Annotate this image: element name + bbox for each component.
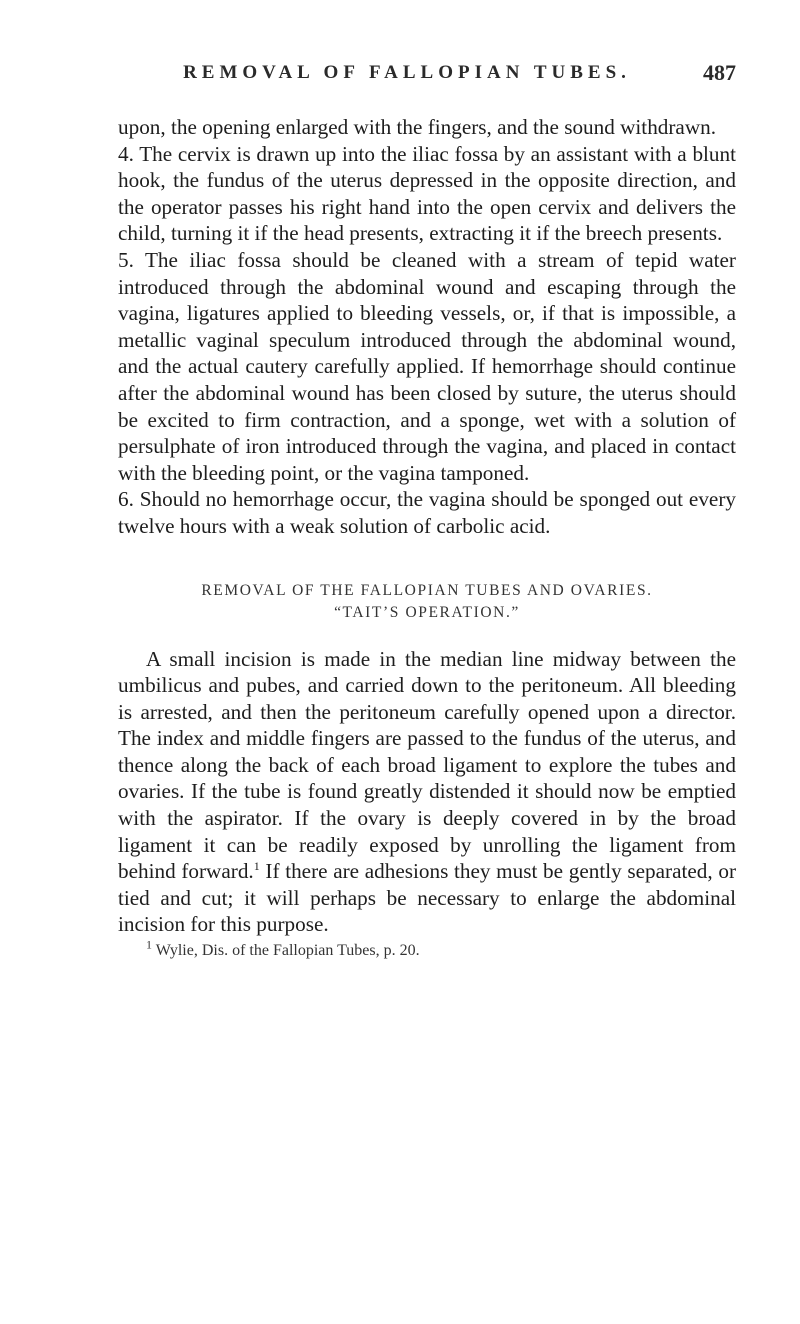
section-heading-subtitle: “TAIT’S OPERATION.” [334,603,520,621]
operation-paragraph-main: A small incision is made in the median line midway between the umbilicus and pubes, and carried down to the peritoneum. All bleeding is arrested, and then the peritoneum carefully opened upon a director. The index and middle fingers are passed to the fundus of the uterus, and thence along the back of each broad ligament to explore the tubes and ovaries. If the tube is found greatly distended it should now be emptied with the aspirator. If the ovary is deeply covered in by the broad ligament it can be readily exposed by unrolling the ligament from behind forward. [118,646,736,884]
step-5-paragraph: 5. The iliac fossa should be cleaned with a stream of tepid water introduced through the abdominal wound and escaping through the vagina, ligatures applied to bleeding vessels, or, if that is impossible, a metallic vaginal speculum introduced through the abdominal wound, and the actual cautery carefully applied. If hemorrhage should continue after the abdominal wound has been closed by suture, the uterus should be excited to firm contraction, and a sponge, wet with a solution of persulphate of iron introduced through the vagina, and placed in contact with the bleeding point, or the vagina tamponed. [118,247,736,485]
step-6-paragraph: 6. Should no hemorrhage occur, the vagina should be sponged out every twelve hours with a weak solution of carbolic acid. [118,487,736,538]
footnote-mark: 1 [146,937,152,952]
operation-paragraph [118,646,736,939]
step-4-paragraph: 4. The cervix is drawn up into the iliac fossa by an assistant with a blunt hook, the fundus of the uterus depressed in the opposite direction, and the operator passes his right hand into the open cervix and delivers the child, turning it if the head presents, extracting it if the breech presents. [118,141,736,246]
section-heading [118,580,736,624]
footnote [118,938,736,965]
running-title: REMOVAL OF FALLOPIAN TUBES. [183,62,631,83]
section-heading-title: REMOVAL OF THE FALLOPIAN TUBES AND OVARIES. [201,581,653,599]
running-head [118,62,736,92]
footnote-reference: 1 [253,859,260,874]
footnote-text: Wylie, Dis. of the Fallopian Tubes, p. 20. [152,942,420,960]
continued-paragraph: upon, the opening enlarged with the fingers, and the sound withdrawn. [118,115,717,139]
page-number: 487 [703,60,736,85]
text-block [118,114,736,965]
operation-paragraph-tail: If there are adhesions they must be gently separated, or tied and cut; it will perhaps be necessary to enlarge the abdominal incision for this purpose. [118,859,736,937]
